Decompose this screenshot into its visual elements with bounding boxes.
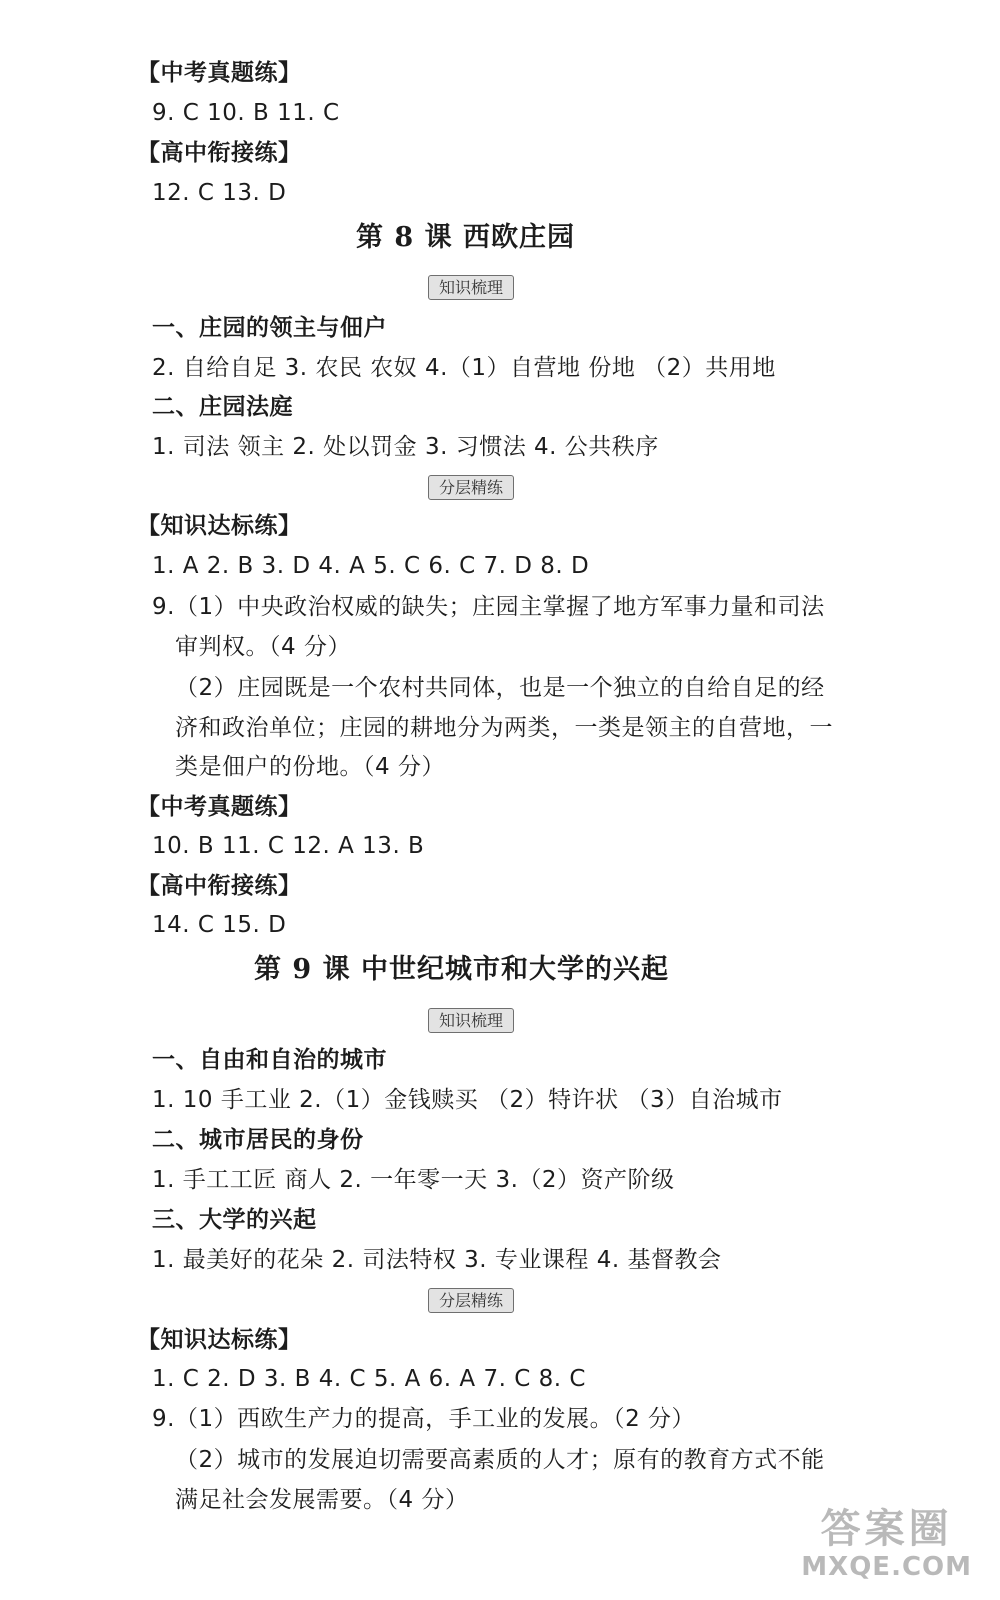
zhishi-answers: 1. C 2. D 3. B 4. C 5. A 6. A 7. C 8. C	[152, 1366, 586, 1392]
gaozhong-answers: 14. C 15. D	[152, 912, 287, 938]
section-heading: 一、自由和自治的城市	[152, 1047, 387, 1073]
section-answers: 2. 自给自足 3. 农民 农奴 4.（1）自营地 份地 （2）共用地	[152, 355, 776, 381]
section-answers: 1. 最美好的花朵 2. 司法特权 3. 专业课程 4. 基督教会	[152, 1247, 722, 1273]
layered-practice-badge: 分层精练	[428, 475, 514, 500]
question-9-line: 9.（1）中央政治权威的缺失；庄园主掌握了地方军事力量和司法	[152, 594, 825, 620]
layered-practice-badge: 分层精练	[428, 1288, 514, 1313]
section-heading: 三、大学的兴起	[152, 1207, 317, 1233]
section-heading: 二、城市居民的身份	[152, 1127, 364, 1153]
question-9-line: （2）庄园既是一个农村共同体，也是一个独立的自给自足的经	[175, 675, 825, 701]
site-watermark	[801, 1506, 972, 1582]
knowledge-review-badge: 知识梳理	[428, 1008, 514, 1033]
zhongkao-heading: 【中考真题练】	[137, 794, 302, 820]
question-9-line: 审判权。（4 分）	[175, 634, 351, 660]
gaozhong-heading: 【高中衔接练】	[137, 140, 302, 166]
knowledge-review-badge: 知识梳理	[428, 275, 514, 300]
question-9-line: （2）城市的发展迫切需要高素质的人才；原有的教育方式不能	[175, 1447, 825, 1473]
question-9-line: 济和政治单位；庄园的耕地分为两类，一类是领主的自营地，一	[175, 715, 833, 741]
section-heading: 一、庄园的领主与佃户	[152, 315, 387, 341]
gaozhong-answers: 12. C 13. D	[152, 180, 287, 206]
lesson-9-title: 第 9 课 中世纪城市和大学的兴起	[254, 954, 669, 985]
gaozhong-heading: 【高中衔接练】	[137, 873, 302, 899]
zhongkao-heading: 【中考真题练】	[137, 60, 302, 86]
question-9-line: 满足社会发展需要。（4 分）	[175, 1487, 469, 1513]
section-answers: 1. 手工工匠 商人 2. 一年零一天 3.（2）资产阶级	[152, 1167, 675, 1193]
watermark-main: 答案圈	[820, 1506, 953, 1552]
watermark-url: MXQE.COM	[801, 1552, 972, 1582]
zhishi-heading: 【知识达标练】	[137, 1327, 302, 1353]
question-9-line: 9.（1）西欧生产力的提高，手工业的发展。（2 分）	[152, 1406, 696, 1432]
section-answers: 1. 10 手工业 2.（1）金钱赎买 （2）特许状 （3）自治城市	[152, 1087, 783, 1113]
question-9-line: 类是佃户的份地。（4 分）	[175, 754, 445, 780]
zhongkao-answers: 9. C 10. B 11. C	[152, 100, 340, 126]
section-answers: 1. 司法 领主 2. 处以罚金 3. 习惯法 4. 公共秩序	[152, 434, 659, 460]
zhongkao-answers: 10. B 11. C 12. A 13. B	[152, 833, 425, 859]
zhishi-heading: 【知识达标练】	[137, 513, 302, 539]
zhishi-answers: 1. A 2. B 3. D 4. A 5. C 6. C 7. D 8. D	[152, 553, 590, 579]
section-heading: 二、庄园法庭	[152, 394, 293, 420]
lesson-8-title: 第 8 课 西欧庄园	[356, 222, 575, 253]
